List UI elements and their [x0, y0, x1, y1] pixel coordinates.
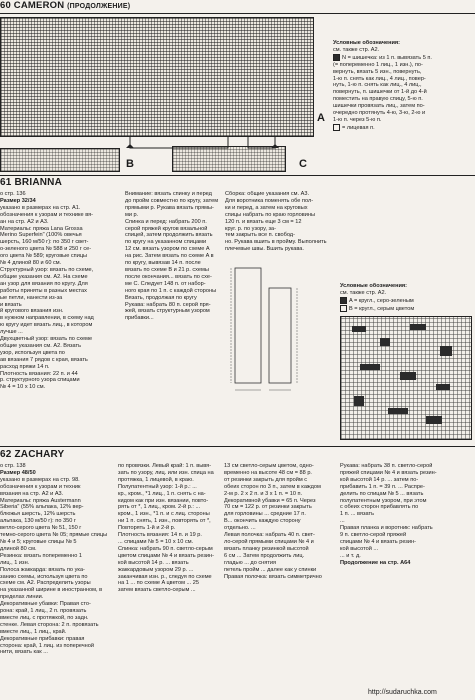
- brianna-chart-pattern: [340, 316, 470, 438]
- brianna-col3: Сборка: общие указания см. А3. Для воротника поменять обе пол- ки и перед, а затем на круговых спицы набрать по краю горловины 120 п. и вязать еще 3 см = 12 круг. р. по узору, за- тем закрыть все п. свобод- но. Рукава вшить в пройму. Выполнить плечевые швы. Вшить рукава.: [225, 191, 327, 253]
- watermark: http://sudaruchka.com: [368, 689, 437, 696]
- zachary-col3: 13 см светло-серым цветом, одно- временно на высоте 48 см = 88 р. от резинки закрыть для пройм с обеих сторон по 3 п., затем в каждом 2-м р. 2 х 2 п. и 3 х 1 п. = 10 п. Декоративной убавки = 65 п. Через 70 см = 122 р. от резинки закрыть для горловины ... средние 17 п. В... окончить каждую сторону отдельно. ... Левая полочка: набрать 40 п. свет- ло-серой прямыми спицами № 4 и вязать планку резинкой высотой 6 см ... Затем продолжить лиц. гладью ... до снятия петель пройм ... далее как у спинки Правая полочка: вязать симметрично: [224, 463, 322, 580]
- cameron-legend: Условные обозначения: см. также стр. А2. N = шишечка: из 1 п. вывязать 5 п. (= попеременно 1 лиц., 1 изн.), по- вернуть, вязать 5 изн., повернуть, 1-ю п. снять как лиц., 4 лиц., повер- нуть, 1-ю п. снять как лиц., 4 лиц., повернуть, п. шишечки от 1-й до 4-й поместить на правую спицу, 5-ю п. шишечки провязать лиц., затем по- очередно протянуть 4-ю, 3-ю, 2-ю и 1-ю п. через 5-ю п. = лицевая п.: [333, 40, 432, 131]
- green-color-icon: [340, 297, 347, 304]
- cameron-brackets: [0, 134, 320, 150]
- zachary-divider: [0, 446, 475, 447]
- knit-stitch-symbol-icon: [333, 124, 340, 131]
- gray-color-icon: [340, 305, 347, 312]
- zachary-col1: о стр. 138 Размер 48/50 указано в размерах на стр. 98. обозначения к узорам и техник вязания на стр. А2 и А3. Материалы: пряжа Austermann Siberia" (55% альпака, 12% вер- блюжья шерсть, 12% шерсть альпака, 130 м/50 г): по 350 г ветло-серого цвета № 51, 150 г темно-серого цвета № 05; прямые спицы № 4 и 5; круговые спицы № 5 длиной 80 см. Резинка: вязать попеременно 1 лиц., 1 изн. Полоса жаккарда: вязать по ука- занию схемы, используя цвета по схеме см. А2. Распределить узоры на указанной ширине в иностранном, в пределах линии. Декоративные убавки: Правая сто- рона: край, 1 лиц., 2 п. провязать вместе лиц. с протяжкой, по задн. стенке. Левая сторона: 2 п. провязать вместе лиц., 1 лиц., край. Декоративные прибавки: правая сторона: край, 1 лиц. из поперечной нити, вязать как ...: [0, 463, 108, 656]
- zachary-col2: по провязки. Левый край: 1 п. вывя- зать по узору, лиц. или изн. спица на протяжка, 1 лицевой, в краю. Полупатентный узор: 1-й р.: ... кр., кром., *1 лиц., 1 п. снять с на- кидом как при изн. вязании, повто- рять от *, 1 лиц., кром. 2-й р.: ... кром., 1 изн., *1 п. и с лиц. стороны ни 1 п. снять, 1 изн., повторять от *, Повторять 1-й и 2-й р. Плотность вязания: 14 п. и 19 р. ... спицами № 5 = 10 х 10 см. Спинка: набрать 90 п. светло-серым цветом спицами № 4 и вязать резин- кой высотой 14 р. ... вязать жаккардовым узором 29 р. ... заканчивая изн. р., следуя по схеме на 1 ... по схеме A цветом ... 25 затем вязать светло-серым ...: [118, 463, 214, 594]
- chart-label-b: B: [126, 158, 134, 170]
- brianna-schematic: [225, 258, 325, 408]
- brianna-divider: [0, 175, 475, 176]
- zachary-heading: 62 ZACHARY: [0, 449, 65, 460]
- brianna-heading: 61 BRIANNA: [0, 177, 63, 188]
- zachary-col4: Рукава: набрать 38 п. светло-серой пряжей спицами № 4 и вязать резин- кой высотой 14 р. ... затем по- прибавить 1 п. = 39 п. ... Распре- делить по спицам № 5 ... вязать полупатентным узором, при этом с обеих сторон прибавлять по 1 п. ... вязать ... Правая планка и воротник: набрать 9 п. светло-серой пряжей спицами № 4 и вязать резин- кой высотой ... ... и т. д. Продолжение на стр. А64: [340, 463, 437, 566]
- cameron-chart-top: [0, 17, 314, 137]
- brianna-col2: Внимание: вязать спинку и перед до пройм совместно по кругу, затем прямыми р. Рукава вязать прямы- ми р. Спинка и перед: набрать 200 п. серой пряжей кругов вязальной спицей, затем продолжить вязать по кругу на указанном спицами 12 см. вязать узором по схеме A на рис. Затем вязать по схеме A в по кругу, вывязав 14 п. после вязать по схеме B и 21 р. схемы после окончания... вязать по схе- ме C. Следует 148 п. от набор- ного края по 1 п. с каждой стороны Вязать, продолжая по кругу Рукава: набрать 80 п. серой пря- жей, вязать структурным узором прибавки...: [125, 191, 219, 322]
- cameron-chart-b: [0, 148, 120, 172]
- chart-label-a: A: [317, 112, 325, 124]
- brianna-legend: Условные обозначения: см. также стр. А2. A = кругл., серо-зеленым B = кругл., серым цветом: [340, 283, 415, 312]
- bobble-symbol-icon: [333, 54, 340, 61]
- header-title: 60 CAMERON (ПРОДОЛЖЕНИЕ): [0, 0, 131, 11]
- chart-label-c: C: [299, 158, 307, 170]
- page-header: [0, 0, 475, 14]
- brianna-col1: о стр. 136 Размер 32/34 указано в размерах на стр. А1. обозначения к узорам и технике вя- ан на стр. А2 и А3. Материалы: пряжа Lana Grossa Merino Superfein" (100% овечья шерсть, 160 м/50 г): по 350 г свет- о-зеленого цвета № 588 и 250 г се- ого цвета № 589; круговые спицы № 4 длиной 80 и 60 см. Структурный узор: вязать по схеме, общие указания см. А2. На схеме ан узор для вязания по кругу. Для работы приняты в разных местах ые петли, нанести из-за и вязать й кругового вязания изн. в нужном направлении, в схему над ю кругу идет вязать лиц., в котором лучше ... Двухцветный узор: вязать по схеме общие указания см. А2. Вязать узор, используя цвета по ав вязания 7 рядов с края, вязать расход пряжи 14 п. Плотность вязания: 22 п. и 44 р. структурного узора спицами № 4 = 10 х 10 см.: [0, 191, 94, 391]
